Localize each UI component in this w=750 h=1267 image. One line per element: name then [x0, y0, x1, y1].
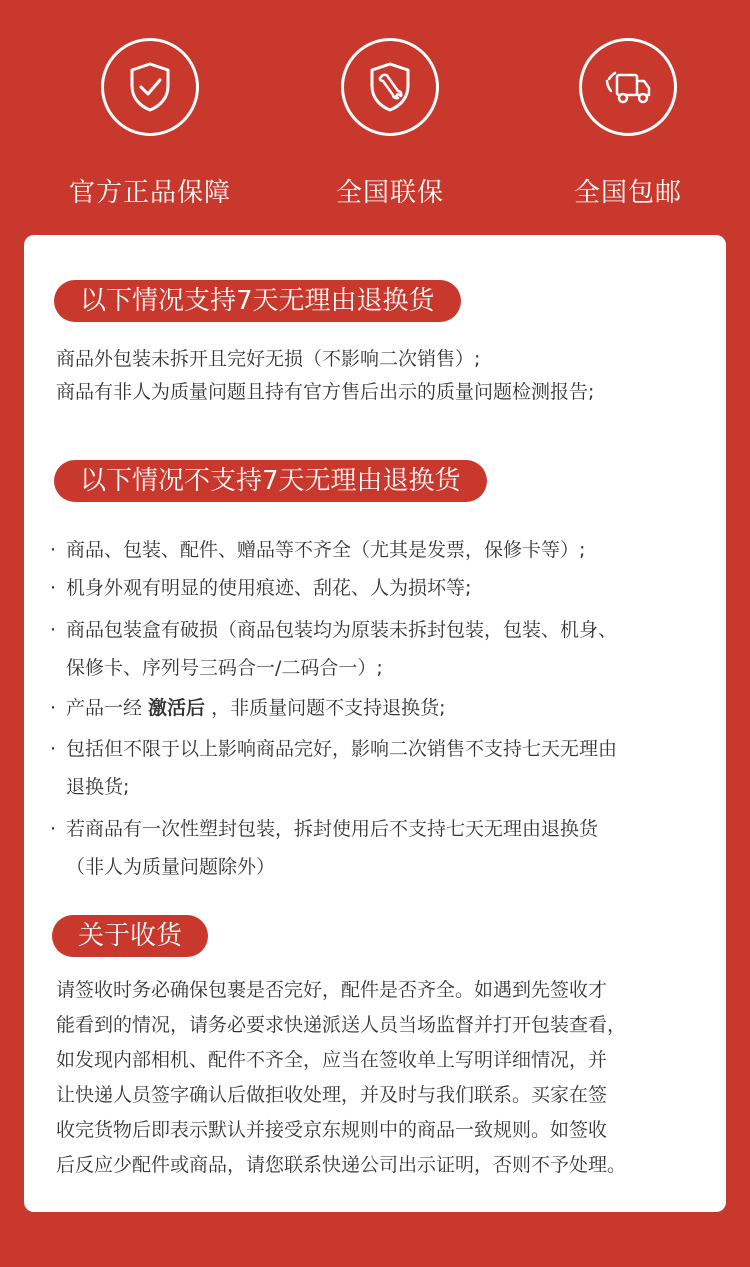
item-suffix: ，非质量问题不支持退换货;: [205, 697, 446, 719]
item-emphasis: 激活后: [148, 697, 206, 719]
feature-circle: [579, 38, 677, 136]
policy-line: 请签收时务必确保包裹是否完好，配件是否齐全。如遇到先签收才: [56, 979, 608, 1001]
item-text: [66, 689, 446, 727]
item-text: 保修卡、序列号三码合一/二码合一）;: [66, 657, 383, 679]
item-prefix: 产品一经: [66, 697, 149, 719]
item-text: 包括但不限于以上影响商品完好，影响二次销售不支持七天无理由: [66, 738, 618, 760]
bullet: ·: [49, 539, 57, 561]
item-text: 若商品有一次性塑封包装，拆封使用后不支持七天无理由退换货: [66, 818, 599, 840]
receipt-policy: [56, 973, 706, 1183]
policy-line: 让快递人员签字确认后做拒收处理，并及时与我们联系。买家在签: [56, 1084, 608, 1106]
policy-card: [24, 235, 726, 1212]
feature-warranty: [280, 38, 500, 209]
item-text: 退换货;: [66, 776, 130, 798]
feature-label: 全国联保: [335, 178, 444, 208]
policy-line: 能看到的情况，请务必要求快递派送人员当场监督并打开包装查看，: [56, 1014, 627, 1036]
item-text: 商品包装盒有破损（商品包装均为原装未拆封包装，包装、机身、: [66, 619, 618, 641]
feature-label: 全国包邮: [573, 178, 682, 208]
shield-wrench-icon: [367, 61, 413, 113]
feature-label: 官方正品保障: [68, 178, 231, 208]
policy-line: 收完货物后即表示默认并接受京东规则中的商品一致规则。如签收: [56, 1119, 608, 1141]
policy-line: 商品有非人为质量问题且持有官方售后出示的质量问题检测报告;: [56, 381, 595, 403]
bullet: ·: [49, 619, 57, 641]
item-text: 商品、包装、配件、赠品等不齐全（尤其是发票，保修卡等）;: [66, 539, 586, 561]
item-text: 机身外观有明显的使用痕迹、刮花、人为损坏等;: [66, 577, 472, 599]
section-title: 以下情况不支持7天无理由退换货: [54, 460, 487, 502]
bullet: ·: [49, 818, 57, 840]
feature-genuine: [40, 38, 260, 209]
delivery-truck-icon: [601, 65, 655, 109]
feature-strip: [0, 0, 750, 235]
policy-line: 商品外包装未拆开且完好无损（不影响二次销售）;: [56, 348, 481, 370]
bullet: ·: [49, 697, 57, 719]
feature-free-shipping: [518, 38, 738, 209]
policy-line: 如发现内部相机、配件不齐全，应当在签收单上写明详细情况，并: [56, 1049, 608, 1071]
item-text: （非人为质量问题除外）: [66, 856, 276, 878]
feature-circle: [101, 38, 199, 136]
policy-line: 后反应少配件或商品，请您联系快递公司出示证明，否则不予处理。: [56, 1154, 627, 1176]
bullet: ·: [49, 577, 57, 599]
shield-check-icon: [127, 61, 173, 113]
bullet: ·: [49, 738, 57, 760]
section-title: 关于收货: [52, 915, 208, 957]
feature-circle: [341, 38, 439, 136]
section-title: 以下情况支持7天无理由退换货: [54, 280, 461, 322]
